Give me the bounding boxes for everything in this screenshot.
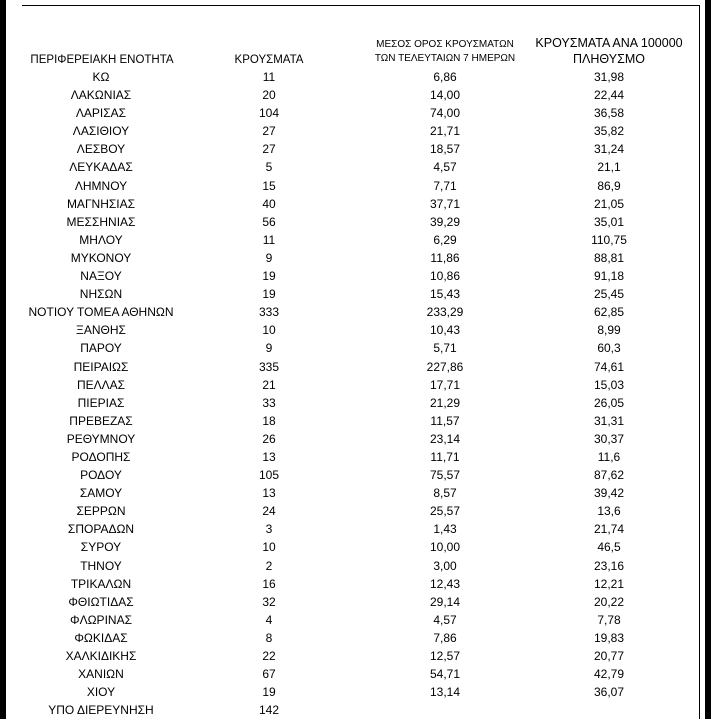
average-cell: 12,43 <box>429 576 461 591</box>
table-row <box>0 593 711 611</box>
per100k-cell: 8,99 <box>597 323 621 338</box>
average-cell: 6,29 <box>433 232 457 247</box>
per100k-cell: 87,62 <box>593 468 625 483</box>
cases-cell: 11 <box>262 232 276 247</box>
table-row <box>0 68 711 86</box>
table-row <box>0 321 711 339</box>
cases-cell: 24 <box>262 504 276 519</box>
per100k-cell: 25,45 <box>593 287 625 302</box>
cases-cell: 11 <box>262 70 276 84</box>
per100k-cell: 31,24 <box>593 142 625 157</box>
average-cell: 13,14 <box>429 685 461 700</box>
region-cell: ΛΗΜΝΟΥ <box>74 178 128 193</box>
average-cell: 29,14 <box>429 594 461 609</box>
cases-cell: 20 <box>262 88 276 103</box>
region-cell: ΠΙΕΡΙΑΣ <box>77 395 125 410</box>
average-cell: 3,00 <box>433 558 457 573</box>
average-cell: 11,71 <box>430 449 460 464</box>
per100k-cell: 74,61 <box>593 359 625 374</box>
average-cell: 17,71 <box>429 377 461 392</box>
average-cell: 23,14 <box>429 431 461 446</box>
average-cell: 14,00 <box>429 88 461 103</box>
per100k-cell: 39,42 <box>593 486 625 501</box>
average-cell: 10,43 <box>429 323 461 338</box>
per100k-cell: 11,6 <box>597 449 621 464</box>
region-cell: ΛΑΣΙΘΙΟΥ <box>72 124 130 139</box>
per100k-cell: 36,58 <box>593 106 625 121</box>
table-row <box>0 466 711 484</box>
top-border-line <box>22 5 700 6</box>
cases-cell: 33 <box>262 395 276 410</box>
region-cell: ΡΟΔΟΠΗΣ <box>71 449 131 464</box>
table-row <box>0 647 711 665</box>
table-row <box>0 376 711 394</box>
average-cell: 10,00 <box>429 540 461 555</box>
region-cell: ΠΕΙΡΑΙΩΣ <box>73 359 129 374</box>
cases-cell: 5 <box>265 160 273 175</box>
region-cell: ΜΥΚΟΝΟΥ <box>70 250 132 265</box>
cases-cell: 333 <box>258 305 280 320</box>
average-cell: 18,57 <box>429 142 461 157</box>
per100k-cell: 86,9 <box>597 178 621 193</box>
table-row <box>0 430 711 448</box>
table-body <box>0 68 711 719</box>
table-row <box>0 339 711 357</box>
cases-cell: 32 <box>262 594 276 609</box>
table-row <box>0 538 711 556</box>
cases-cell: 19 <box>262 287 276 302</box>
cases-cell: 19 <box>262 685 276 700</box>
region-cell: ΞΑΝΘΗΣ <box>76 323 126 338</box>
average-cell: 8,57 <box>433 486 457 501</box>
per100k-cell: 7,78 <box>597 612 621 627</box>
table-row <box>0 267 711 285</box>
region-cell: ΛΑΡΙΣΑΣ <box>75 106 127 121</box>
per100k-cell: 13,6 <box>597 504 621 519</box>
table-row <box>0 140 711 158</box>
cases-cell: 104 <box>258 106 280 121</box>
table-row <box>0 231 711 249</box>
region-cell: ΝΟΤΙΟΥ ΤΟΜΕΑ ΑΘΗΝΩΝ <box>28 305 174 320</box>
per100k-cell: 42,79 <box>593 667 625 682</box>
header-region: ΠΕΡΙΦΕΡΕΙΑΚΗ ΕΝΟΤΗΤΑ <box>30 54 174 66</box>
average-cell: 227,86 <box>426 359 464 374</box>
table-row <box>0 502 711 520</box>
table-row <box>0 557 711 575</box>
per100k-cell: 21,74 <box>593 522 625 537</box>
region-cell: ΠΡΕΒΕΖΑΣ <box>69 413 133 428</box>
cases-cell: 18 <box>262 413 276 428</box>
region-cell: ΥΠΟ ΔΙΕΡΕΥΝΗΣΗ <box>48 703 154 718</box>
average-cell: 21,71 <box>429 124 461 139</box>
per100k-cell: 88,81 <box>593 250 625 265</box>
cases-cell: 19 <box>262 269 276 284</box>
per100k-cell: 30,37 <box>593 431 625 446</box>
per100k-cell: 12,21 <box>593 576 625 591</box>
region-cell: ΣΕΡΡΩΝ <box>76 504 126 519</box>
region-cell: ΣΠΟΡΑΔΩΝ <box>67 522 135 537</box>
table-row <box>0 683 711 701</box>
table-row <box>0 448 711 466</box>
per100k-cell: 35,82 <box>593 124 625 139</box>
region-cell: ΣΥΡΟΥ <box>80 540 122 555</box>
average-cell: 6,86 <box>433 70 457 84</box>
region-cell: ΧΙΟΥ <box>86 685 116 700</box>
cases-cell: 4 <box>265 612 273 627</box>
region-cell: ΤΡΙΚΑΛΩΝ <box>70 576 132 591</box>
average-cell: 7,71 <box>433 178 457 193</box>
average-cell: 4,57 <box>433 612 457 627</box>
region-cell: ΚΩ <box>92 70 110 84</box>
per100k-cell: 22,44 <box>593 88 625 103</box>
cases-cell: 3 <box>265 522 273 537</box>
header-per100k-line1: ΚΡΟΥΣΜΑΤΑ ΑΝΑ 100000 <box>535 36 683 50</box>
average-cell: 75,57 <box>429 468 461 483</box>
table-row <box>0 394 711 412</box>
per100k-cell: 35,01 <box>593 214 625 229</box>
region-cell: ΦΘΙΩΤΙΔΑΣ <box>68 594 134 609</box>
average-cell: 25,57 <box>429 504 461 519</box>
per100k-cell: 46,5 <box>597 540 621 555</box>
table-row <box>0 629 711 647</box>
region-cell: ΝΑΞΟΥ <box>80 269 122 284</box>
cases-cell: 105 <box>258 468 280 483</box>
per100k-cell: 91,18 <box>593 269 625 284</box>
average-cell: 11,57 <box>430 413 460 428</box>
region-cell: ΠΑΡΟΥ <box>80 341 122 356</box>
average-cell: 5,71 <box>433 341 457 356</box>
cases-cell: 40 <box>262 196 276 211</box>
cases-cell: 22 <box>262 649 276 663</box>
average-cell: 7,86 <box>433 630 457 645</box>
average-cell: 1,43 <box>433 522 457 537</box>
table-row <box>0 611 711 629</box>
average-cell: 4,57 <box>433 160 457 175</box>
region-cell: ΧΑΛΚΙΔΙΚΗΣ <box>65 649 137 663</box>
table-row <box>0 701 711 719</box>
region-cell: ΜΕΣΣΗΝΙΑΣ <box>66 214 136 229</box>
per100k-cell: 36,07 <box>593 685 625 700</box>
region-cell: ΜΑΓΝΗΣΙΑΣ <box>66 196 136 211</box>
region-cell: ΡΟΔΟΥ <box>80 468 122 483</box>
header-average-line2: ΤΩΝ ΤΕΛΕΥΤΑΙΩΝ 7 ΗΜΕΡΩΝ <box>374 53 516 64</box>
cases-cell: 16 <box>262 576 276 591</box>
region-cell: ΡΕΘΥΜΝΟΥ <box>66 431 136 446</box>
average-cell: 74,00 <box>429 106 461 121</box>
per100k-cell: 20,77 <box>593 649 625 663</box>
cases-cell: 10 <box>262 540 276 555</box>
cases-cell: 27 <box>262 142 276 157</box>
per100k-cell: 31,98 <box>593 70 625 84</box>
header-cases: ΚΡΟΥΣΜΑΤΑ <box>234 54 304 66</box>
table-row <box>0 303 711 321</box>
table-row <box>0 484 711 502</box>
per100k-cell: 23,16 <box>593 558 625 573</box>
cases-cell: 27 <box>262 124 276 139</box>
table-row <box>0 249 711 267</box>
per100k-cell: 31,31 <box>593 413 625 428</box>
average-cell: 21,29 <box>429 395 461 410</box>
region-cell: ΛΕΥΚΑΔΑΣ <box>69 160 133 175</box>
table-row <box>0 195 711 213</box>
region-cell: ΝΗΣΩΝ <box>79 287 123 302</box>
region-cell: ΠΕΛΛΑΣ <box>76 377 126 392</box>
cases-cell: 335 <box>258 359 280 374</box>
table-row <box>0 412 711 430</box>
average-cell: 15,43 <box>429 287 461 302</box>
table-row <box>0 86 711 104</box>
per100k-cell: 62,85 <box>593 305 625 320</box>
average-cell: 39,29 <box>429 214 461 229</box>
per100k-cell: 21,05 <box>593 196 625 211</box>
cases-cell: 142 <box>258 703 280 718</box>
average-cell: 12,57 <box>429 649 461 663</box>
cases-cell: 9 <box>265 341 273 356</box>
cases-cell: 8 <box>265 630 273 645</box>
per100k-cell: 60,3 <box>597 341 621 356</box>
table-row <box>0 104 711 122</box>
region-cell: ΤΗΝΟΥ <box>80 558 122 573</box>
per100k-cell: 110,75 <box>591 232 627 247</box>
cases-cell: 13 <box>262 449 276 464</box>
per100k-cell: 15,03 <box>593 377 625 392</box>
cases-cell: 67 <box>262 667 276 682</box>
header-average-line1: ΜΕΣΟΣ ΟΡΟΣ ΚΡΟΥΣΜΑΤΩΝ <box>376 39 514 50</box>
region-cell: ΧΑΝΙΩΝ <box>78 667 124 682</box>
per100k-cell: 26,05 <box>593 395 625 410</box>
region-cell: ΛΑΚΩΝΙΑΣ <box>70 88 132 103</box>
table-row <box>0 177 711 195</box>
table-row <box>0 358 711 376</box>
cases-cell: 26 <box>262 431 276 446</box>
table-row <box>0 665 711 683</box>
per100k-cell: 21,1 <box>597 160 621 175</box>
cases-cell: 21 <box>262 377 276 392</box>
table-row <box>0 158 711 176</box>
region-cell: ΣΑΜΟΥ <box>79 486 123 501</box>
cases-cell: 2 <box>265 558 273 573</box>
average-cell: 10,86 <box>429 269 461 284</box>
region-cell: ΦΩΚΙΔΑΣ <box>74 630 128 645</box>
average-cell: 233,29 <box>426 305 464 320</box>
cases-cell: 13 <box>262 486 276 501</box>
table-row <box>0 285 711 303</box>
per100k-cell: 20,22 <box>593 594 625 609</box>
per100k-cell: 19,83 <box>593 630 625 645</box>
header-per100k-line2: ΠΛΗΘΥΣΜΟ <box>573 52 645 66</box>
cases-cell: 56 <box>262 214 276 229</box>
cases-cell: 9 <box>265 250 273 265</box>
table-row <box>0 122 711 140</box>
table-row <box>0 213 711 231</box>
average-cell: 37,71 <box>429 196 461 211</box>
region-cell: ΜΗΛΟΥ <box>79 232 123 247</box>
table-row <box>0 575 711 593</box>
table-row <box>0 520 711 538</box>
region-cell: ΦΛΩΡΙΝΑΣ <box>70 612 132 627</box>
average-cell: 54,71 <box>429 667 461 682</box>
cases-cell: 15 <box>262 178 276 193</box>
average-cell: 11,86 <box>430 250 460 265</box>
cases-cell: 10 <box>262 323 276 338</box>
region-cell: ΛΕΣΒΟΥ <box>76 142 126 157</box>
